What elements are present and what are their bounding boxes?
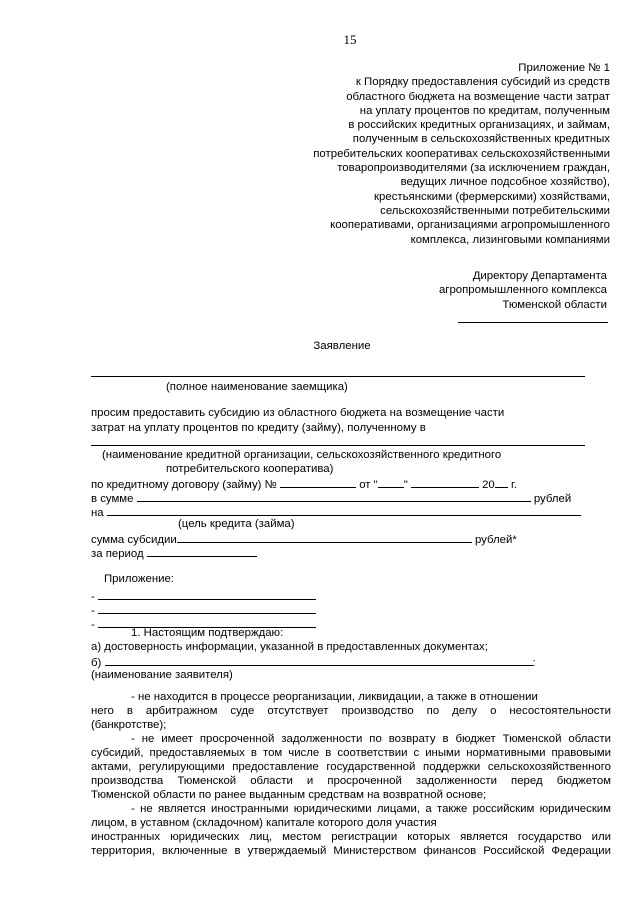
subsidy-amount-field[interactable] bbox=[177, 531, 472, 543]
addressee-line: Директору Департамента bbox=[472, 270, 607, 282]
on-label: на bbox=[91, 507, 104, 519]
attachment-field[interactable] bbox=[98, 588, 316, 600]
year-prefix: 20 bbox=[482, 479, 495, 491]
contract-day-field[interactable] bbox=[378, 476, 404, 488]
addressee-line: Тюменской области bbox=[502, 298, 607, 311]
applicant-caption: (наименование заявителя) bbox=[91, 669, 233, 681]
appendix-line: комплекса, лизинговыми компаниями bbox=[410, 233, 610, 246]
purpose-row bbox=[91, 504, 581, 520]
credit-org-caption: потребительского кооператива) bbox=[166, 463, 334, 475]
from-label: от " bbox=[359, 479, 378, 491]
paragraph-text: - не имеет просроченной задолженности по возврату в бюджет Тюменской области bbox=[131, 733, 611, 745]
confirm-item-a: а) достоверность информации, указанной в предоставленных документах; bbox=[91, 641, 488, 653]
paragraph-text: - не является иностранными юридическими лицами, а также российским юридическим bbox=[131, 803, 611, 815]
purpose-caption: (цель кредита (займа) bbox=[178, 518, 295, 530]
dash: - bbox=[91, 619, 95, 631]
contract-year-field[interactable] bbox=[495, 476, 508, 488]
rubles-label: рублей bbox=[533, 493, 572, 505]
form-title: Заявление bbox=[313, 340, 371, 352]
contract-label: по кредитному договору (займу) № bbox=[91, 479, 277, 491]
appendix-line: сельскохозяйственными потребительскими bbox=[380, 204, 610, 217]
appendix-line: полученным в сельскохозяйственных кредитных bbox=[352, 133, 610, 146]
dash: - bbox=[91, 591, 95, 603]
paragraph-text: территория, включенные в утверждаемый Министерством финансов Российской Федерации bbox=[91, 845, 611, 857]
contract-number-field[interactable] bbox=[280, 476, 356, 488]
paragraph-text: иностранных юридических лиц, местом регистрации которых является государство или bbox=[91, 831, 611, 843]
contract-month-field[interactable] bbox=[411, 476, 479, 488]
request-text: затрат на уплату процентов по кредиту (займу), полученному в bbox=[91, 422, 426, 434]
sum-field[interactable] bbox=[137, 490, 531, 502]
paragraph-text: субсидий, предоставляемых в том числе в соответствии с иными нормативными правовыми bbox=[91, 747, 611, 759]
period-field[interactable] bbox=[147, 545, 257, 557]
paragraph-text: - не находится в процессе реорганизации, ликвидации, а также в отношении bbox=[131, 691, 538, 703]
addressee-block bbox=[357, 269, 607, 312]
confirm-b-label: б) bbox=[91, 657, 102, 669]
appendix-line: областного бюджета на возмещение части затрат bbox=[346, 90, 610, 103]
appendix-line: ведущих личное подсобное хозяйство), bbox=[400, 176, 610, 189]
period-label: за период bbox=[91, 548, 144, 560]
period-row bbox=[91, 545, 257, 561]
appendix-line: товаропроизводителями (за исключением граждан, bbox=[337, 162, 610, 175]
paragraph-text: актами, регулирующими предоставление государственной поддержки сельскохозяйственного bbox=[91, 761, 611, 773]
subsidy-label: сумма субсидии bbox=[91, 534, 177, 546]
appendix-line: на уплату процентов по кредитам, полученным bbox=[359, 104, 610, 117]
addressee-signature-line[interactable] bbox=[458, 322, 608, 323]
purpose-field[interactable] bbox=[107, 504, 581, 516]
appendix-header bbox=[280, 61, 610, 247]
dash: - bbox=[91, 605, 95, 617]
borrower-caption: (полное наименование заемщика) bbox=[166, 381, 348, 393]
page-number: 15 bbox=[343, 32, 357, 47]
paragraph-text: Тюменской области по ранее выданным средствам на возвратной основе; bbox=[91, 789, 487, 801]
credit-organization-field[interactable] bbox=[91, 445, 585, 446]
appendix-line: кооперативами, организациями агропромышленного bbox=[330, 219, 610, 232]
appendix-line: в российских кредитных организациях, и займам, bbox=[348, 119, 610, 132]
appendix-line: потребительских кооперативах сельскохозяйственными bbox=[313, 147, 610, 160]
paragraph-text: (банкротстве); bbox=[91, 719, 167, 731]
paragraph-text: лицом, в уставном (складочном) капитале которого доля участия bbox=[91, 817, 437, 829]
credit-org-caption: (наименование кредитной организации, сельскохозяйственного кредитного bbox=[102, 449, 502, 461]
colon: : bbox=[532, 657, 536, 669]
attachment-field[interactable] bbox=[98, 602, 316, 614]
rubles-star-label: рублей* bbox=[474, 534, 517, 546]
confirm-heading: 1. Настоящим подтверждаю: bbox=[131, 627, 284, 639]
addressee-line: агропромышленного комплекса bbox=[438, 284, 607, 297]
borrower-name-field[interactable] bbox=[91, 376, 585, 377]
appendix-line: Приложение № 1 bbox=[518, 62, 610, 74]
appendix-line: к Порядку предоставления субсидий из средств bbox=[355, 76, 610, 89]
applicant-name-field[interactable] bbox=[105, 654, 533, 666]
paragraph-text: производства Тюменской области и просроченной задолженности перед бюджетом bbox=[91, 775, 611, 787]
paragraph-text: него в арбитражном суде отсутствует производство по делу о несостоятельности bbox=[91, 705, 611, 717]
year-suffix: г. bbox=[510, 479, 517, 491]
quote-close: " bbox=[403, 479, 408, 491]
request-text: просим предоставить субсидию из областного бюджета на возмещение части bbox=[91, 407, 505, 419]
appendix-line: крестьянскими (фермерскими) хозяйствами, bbox=[374, 190, 610, 203]
sum-label: в сумме bbox=[91, 493, 134, 505]
attachment-label: Приложение: bbox=[104, 573, 174, 585]
